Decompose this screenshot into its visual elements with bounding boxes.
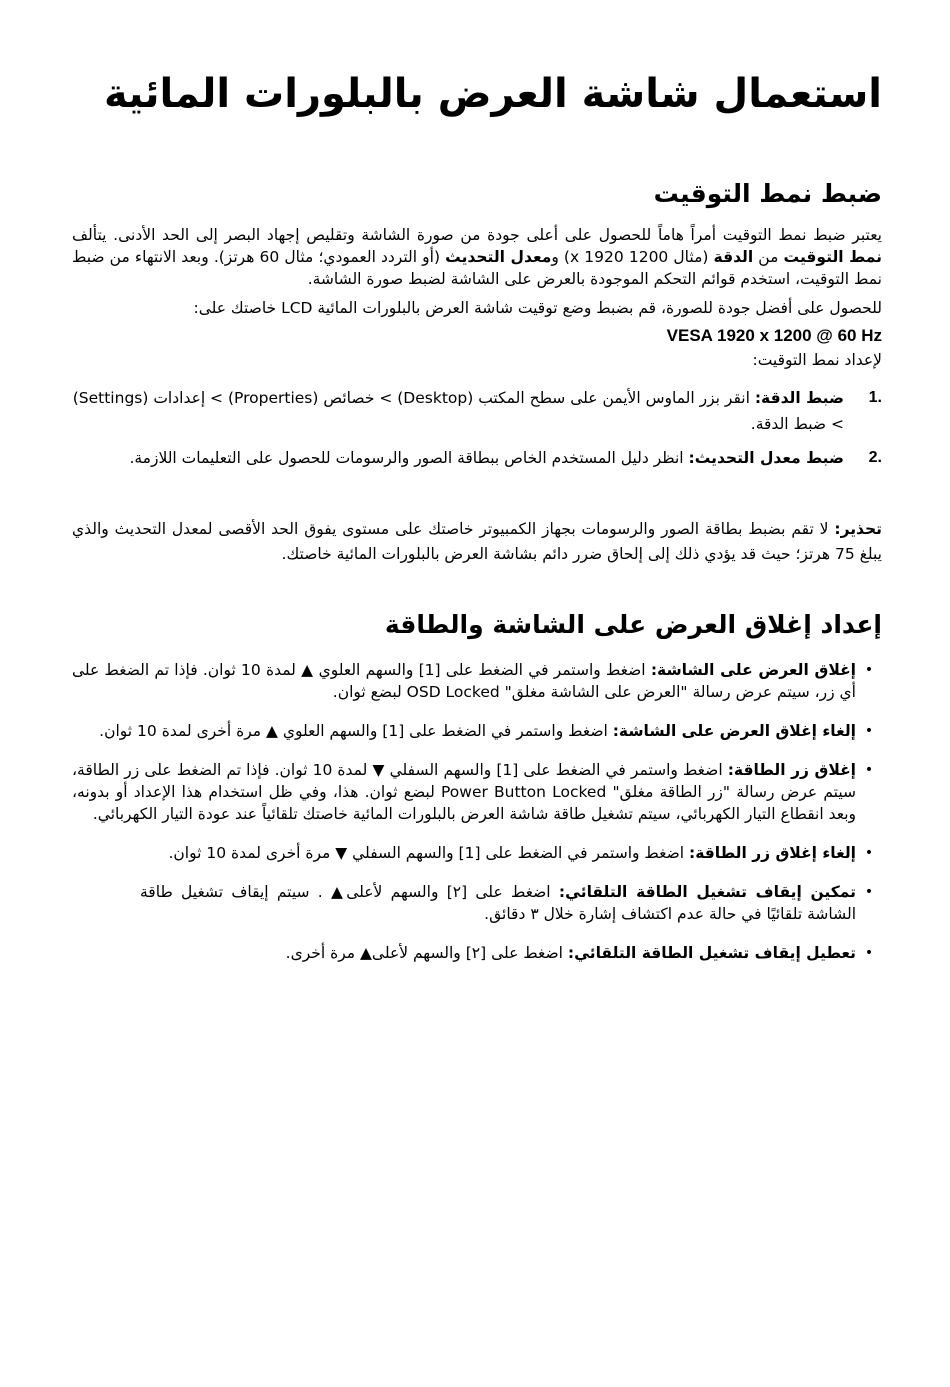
timing-steps-list <box>72 385 882 471</box>
bullet-description: اضغط على [٢] والسهم لأعلى▲ . سيتم إيقاف تشغيل طاقة الشاشة تلقائيًا في حالة عدم اكتشاف إشارة خلال ٣ دقائق. <box>140 883 856 923</box>
step-label: ضبط معدل التحديث: <box>688 449 844 467</box>
bullet-text <box>72 659 856 703</box>
bullet-label: تعطيل إيقاف تشغيل الطاقة التلقائي: <box>567 944 856 962</box>
bullet-description: اضغط واستمر في الضغط على [1] والسهم العلوي ▲ لمدة 10 ثوان. فإذا تم الضغط على أي زر، سيتم عرض رسالة "العرض على الشاشة مغلق" OSD Locked لبضع ثوان. <box>72 661 856 701</box>
bullet-label: إغلاق زر الطاقة: <box>727 761 856 779</box>
list-item <box>72 942 882 964</box>
timing-intro-text: (مثال 1200 x 1920) و <box>551 248 714 266</box>
step-number: .2 <box>868 449 882 466</box>
section-heading-lock: إعداد إغلاق العرض على الشاشة والطاقة <box>384 610 882 639</box>
timing-intro-text: يتألف <box>72 226 107 244</box>
bullet-label: تمكين إيقاف تشغيل الطاقة التلقائي: <box>558 883 856 901</box>
step-text <box>72 445 844 471</box>
bullet-description: اضغط واستمر في الضغط على [1] والسهم السفلي ▼ لمدة 10 ثوان. فإذا تم الضغط على زر الطاقة، سيتم عرض رسالة "زر الطاقة مغلق" Power Button Locked لبضع ثوان. هذا، وفي ظل استخدام هذا الإعداد أو بدونه، وبعد انقطاع التيار الكهربائي، سيتم تشغيل طاقة شاشة العرض بالبلورات المائية خاصتك تلقائياً عند عودة التيار الكهربائي. <box>72 761 856 823</box>
bullet-description: اضغط على [٢] والسهم لأعلى▲ مرة أخرى. <box>285 944 568 962</box>
bullet-description: اضغط واستمر في الضغط على [1] والسهم العلوي ▲ مرة أخرى لمدة 10 ثوان. <box>99 722 613 740</box>
step-description: انظر دليل المستخدم الخاص ببطاقة الصور والرسومات للحصول على التعليمات اللازمة. <box>129 449 689 467</box>
step-number: .1 <box>868 389 882 406</box>
bullet-text <box>140 881 856 925</box>
step-label: ضبط الدقة: <box>754 389 844 407</box>
bullet-text <box>140 842 856 864</box>
step-text <box>72 385 844 437</box>
timing-intro-paragraph <box>72 224 882 290</box>
page-title: استعمال شاشة العرض بالبلورات المائية <box>103 71 882 117</box>
warning-paragraph <box>72 517 882 567</box>
list-item <box>72 720 882 742</box>
list-item <box>72 881 882 925</box>
timing-intro-text: من <box>753 248 784 266</box>
term-resolution: الدقة <box>713 248 754 266</box>
list-item <box>72 842 882 864</box>
bullet-text <box>140 942 856 964</box>
term-refresh-rate: معدل التحديث <box>445 248 552 266</box>
warning-label: تحذير: <box>834 520 882 538</box>
bullet-label: إلغاء إغلاق زر الطاقة: <box>689 844 856 862</box>
lock-settings-list <box>72 659 882 964</box>
bullet-icon: • <box>864 945 874 961</box>
list-item <box>72 385 882 437</box>
setup-timing-label: لإعداد نمط التوقيت: <box>752 351 882 369</box>
timing-intro-text: (أو التردد العمودي؛ مثال 60 هرتز). وبعد الانتهاء من ضبط نمط التوقيت، استخدم قوائم التحكم الموجودة بالعرض على الشاشة لضبط صورة الشاشة. <box>72 248 882 288</box>
list-item <box>72 445 882 471</box>
bullet-icon: • <box>864 884 874 900</box>
document-page <box>72 64 882 981</box>
bullet-label: إغلاق العرض على الشاشة: <box>650 661 856 679</box>
list-item <box>72 659 882 703</box>
section-heading-timing: ضبط نمط التوقيت <box>653 179 882 208</box>
bullet-text <box>72 720 856 742</box>
bullet-icon: • <box>864 845 874 861</box>
bullet-icon: • <box>864 723 874 739</box>
timing-intro-sentence-1: يعتبر ضبط نمط التوقيت أمراً هاماً للحصول على أعلى جودة من صورة الشاشة وتقليص إجهاد البصر إلى الحد الأدنى. <box>113 226 882 244</box>
bullet-label: إلغاء إغلاق العرض على الشاشة: <box>612 722 856 740</box>
term-timing-mode: نمط التوقيت <box>783 248 882 266</box>
bullet-description: اضغط واستمر في الضغط على [1] والسهم السفلي ▼ مرة أخرى لمدة 10 ثوان. <box>168 844 689 862</box>
bullet-icon: • <box>864 662 874 678</box>
recommended-timing-value: VESA 1920 x 1200 @ 60 Hz <box>666 326 882 345</box>
bullet-text <box>72 759 856 825</box>
step-description: انقر بزر الماوس الأيمن على سطح المكتب (Desktop) > خصائص (Properties) > إعدادات (Settings) > ضبط الدقة. <box>72 389 844 433</box>
warning-text: لا تقم بضبط بطاقة الصور والرسومات بجهاز الكمبيوتر خاصتك على مستوى يفوق الحد الأقصى لمعدل التحديث والذي يبلغ 75 هرتز؛ حيث قد يؤدي ذلك إلى إلحاق ضرر دائم بشاشة العرض بالبلورات المائية خاصتك. <box>72 520 882 563</box>
bullet-icon: • <box>864 762 874 778</box>
list-item <box>72 759 882 825</box>
best-quality-text: للحصول على أفضل جودة للصورة، قم بضبط وضع توقيت شاشة العرض بالبلورات المائية LCD خاصتك على: <box>193 299 882 317</box>
